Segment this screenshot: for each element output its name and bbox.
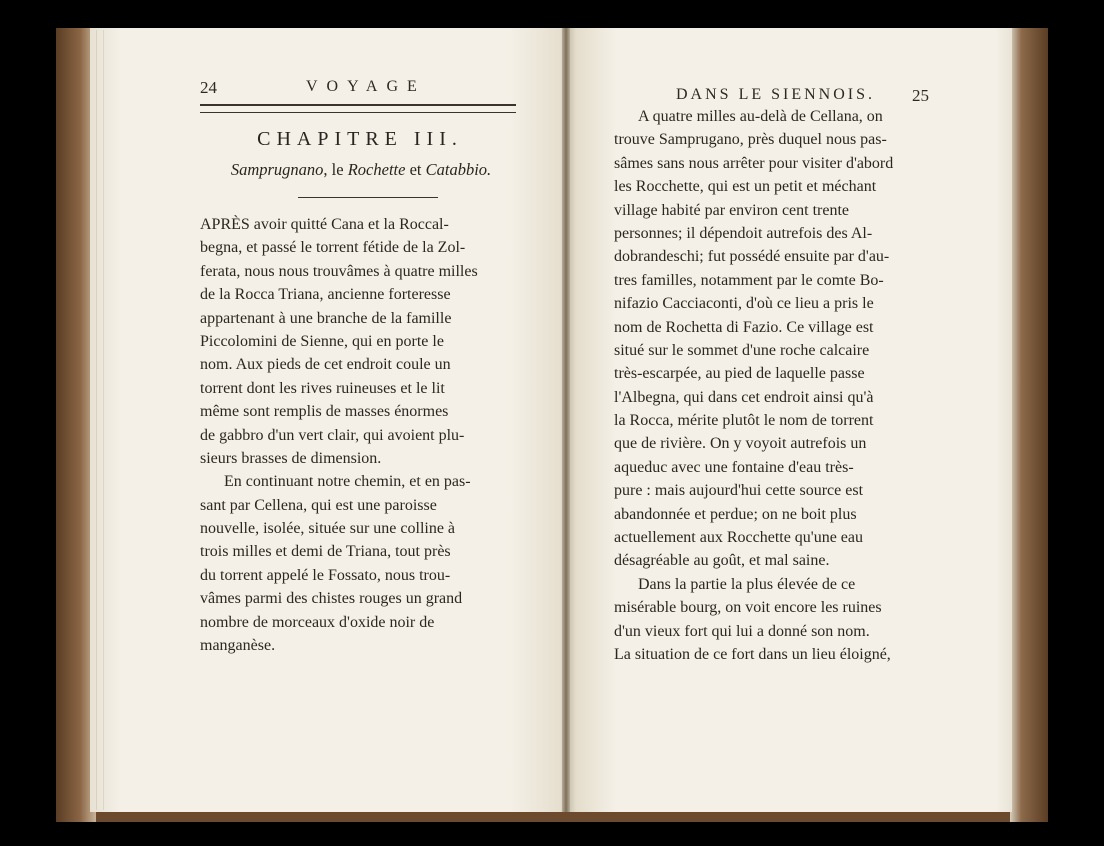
- text-line: de gabbro d'un vert clair, qui avoient plu-: [200, 426, 465, 444]
- text-line: appartenant à une branche de la famille: [200, 309, 452, 327]
- text-line: village habité par environ cent trente: [614, 201, 850, 219]
- text-line: misérable bourg, on voit encore les ruines: [614, 599, 882, 617]
- text-line: APRÈS avoir quitté Cana et la Roccal-: [200, 216, 449, 233]
- text-line: manganèse.: [200, 637, 276, 655]
- chapter-rule: [298, 197, 438, 198]
- header-rule: [200, 104, 516, 113]
- text-line: même sont remplis de masses énormes: [200, 403, 449, 421]
- left-page-text: [200, 213, 520, 657]
- text-line: La situation de ce fort dans un lieu éloigné,: [614, 645, 891, 663]
- text-line: sieurs brasses de dimension.: [200, 449, 382, 467]
- right-folio: 25: [912, 86, 929, 105]
- text-line: trois milles et demi de Triana, tout près: [200, 543, 451, 561]
- text-line: trouve Samprugano, près duquel nous pas-: [614, 131, 887, 149]
- text-line: situé sur le sommet d'une roche calcaire: [614, 341, 870, 359]
- text-line: nom. Aux pieds de cet endroit coule un: [200, 356, 451, 374]
- text-line: sant par Cellena, qui est une paroisse: [200, 496, 437, 514]
- chapter-heading: CHAPITRE III.: [257, 128, 463, 150]
- left-folio: 24: [200, 78, 217, 97]
- text-line: ferata, nous nous trouvâmes à quatre milles: [200, 262, 478, 280]
- subtitle-place-1: Samprugnano: [230, 160, 324, 179]
- text-line: pure : mais aujourd'hui cette source est: [614, 482, 864, 500]
- text-line: Dans la partie la plus élevée de ce: [638, 575, 856, 593]
- text-line: actuellement aux Rocchette qu'une eau: [614, 529, 863, 547]
- text-line: A quatre milles au-delà de Cellana, on: [638, 108, 883, 125]
- chapter-subtitle: [196, 160, 526, 180]
- subtitle-place-2: Rochette: [347, 160, 406, 179]
- text-line: de la Rocca Triana, ancienne forteresse: [200, 286, 451, 304]
- text-line: nifazio Cacciaconti, d'où ce lieu a pris le: [614, 295, 874, 313]
- text-line: En continuant notre chemin, et en pas-: [224, 473, 471, 491]
- text-line: nouvelle, isolée, située sur une colline à: [200, 520, 456, 538]
- page-edges: [96, 30, 104, 810]
- subtitle-connector-2: et: [405, 160, 426, 179]
- text-line: que de rivière. On y voyoit autrefois un: [614, 435, 867, 453]
- text-line: très-escarpée, au pied de laquelle passe: [614, 365, 865, 383]
- text-line: begna, et passé le torrent fétide de la Zol-: [200, 239, 466, 257]
- text-line: d'un vieux fort qui lui a donné son nom.: [614, 622, 870, 640]
- right-running-head: DANS LE SIENNOIS.: [676, 86, 875, 103]
- text-line: désagréable au goût, et mal saine.: [614, 552, 830, 570]
- text-line: dobrandeschi; fut possédé ensuite par d'au-: [614, 248, 890, 266]
- left-running-head: VOYAGE: [306, 78, 426, 95]
- text-line: la Rocca, mérite plutôt le nom de torrent: [614, 412, 874, 430]
- text-line: torrent dont les rives ruineuses et le lit: [200, 379, 445, 397]
- book-gutter: [562, 28, 570, 812]
- text-line: nombre de morceaux d'oxide noir de: [200, 613, 435, 631]
- text-line: Piccolomini de Sienne, qui en porte le: [200, 332, 444, 350]
- text-line: vâmes parmi des chistes rouges un grand: [200, 590, 463, 608]
- text-line: du torrent appelé le Fossato, nous trou-: [200, 566, 451, 584]
- subtitle-connector-1: , le: [323, 160, 348, 179]
- text-line: sâmes sans nous arrêter pour visiter d'abord: [614, 154, 894, 172]
- text-line: les Rocchette, qui est un petit et méchant: [614, 178, 877, 196]
- text-line: tres familles, notamment par le comte Bo-: [614, 271, 884, 289]
- text-line: abandonnée et perdue; on ne boit plus: [614, 505, 857, 523]
- right-page-text: [614, 105, 934, 666]
- text-line: aqueduc avec une fontaine d'eau très-: [614, 458, 854, 476]
- text-line: personnes; il dépendoit autrefois des Al-: [614, 224, 873, 242]
- subtitle-place-3: Catabbio.: [425, 160, 492, 179]
- text-line: nom de Rochetta di Fazio. Ce village est: [614, 318, 874, 336]
- right-cover-edge: [1010, 28, 1048, 822]
- text-line: l'Albegna, qui dans cet endroit ainsi qu'à: [614, 388, 874, 406]
